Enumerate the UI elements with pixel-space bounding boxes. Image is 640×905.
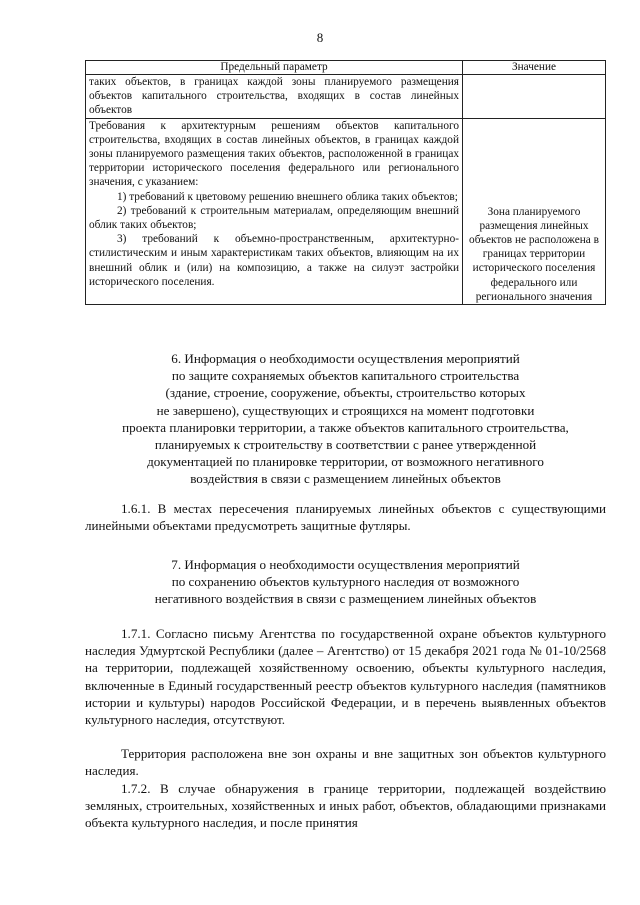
row1-param: таких объектов, в границах каждой зоны планируемого размещения объектов капитального строительства, входящих в состав линейных объектов [86,75,463,119]
table-row [86,75,606,119]
row1-value [463,75,606,119]
section-6-title-line: воздействия в связи с размещением линейных объектов [190,471,501,487]
row2-param [86,118,463,304]
header-value: Значение [463,61,606,75]
section-7-title-line: негативного воздействия в связи с размещением линейных объектов [154,591,537,607]
requirements-intro: Требования к архитектурным решениям объектов капитального строительства, входящих в состав линейных объектов, в границах каждой зоны планируемого размещения таких объектов, расположенной в границах территории исторического поселения федерального или регионального значения, с указанием: [89,119,459,189]
table-row [86,118,606,304]
paragraph-1-7-2: 1.7.2. В случае обнаружения в границе территории, подлежащей воздействию земляных, строительных, хозяйственных и иных работ, объектов, обладающими признаками объекта культурного наследия, и после принятия [85,781,606,831]
paragraph-1-7-1: 1.7.1. Согласно письму Агентства по государственной охране объектов культурного наследия Удмуртской Республики (далее – Агентство) от 15 декабря 2021 года № 01-10/2568 на территории, подлежащей хозяйственному освоению, объекты культурного наследия, включенные в Единый государственный реестр объектов культурного наследия (памятников истории и культуры) народов Российской Федерации, и в перечень выявленных объектов культурного наследия, отсутствуют. [85,626,606,728]
section-7-title-line: по сохранению объектов культурного наследия от возможного [171,574,520,590]
requirement-item-2: 2) требований к строительным материалам, определяющим внешний облик таких объектов; [89,204,459,232]
section-6-title-line: документацией по планировке территории, от возможного негативного [147,454,544,470]
section-6-title-line: по защите сохраняемых объектов капитального строительства [171,368,520,384]
section-6-title-line: не завершено), существующих и строящихся на момент подготовки [156,402,535,418]
section-6-title-line: (здание, строение, сооружение, объекты, строительство которых [165,385,526,401]
section-6-title-line: планируемых к строительству в соответствии с ранее утвержденной [154,437,537,453]
section-7-title [85,556,606,608]
parameters-table [85,60,606,305]
paragraph-1-6-1: 1.6.1. В местах пересечения планируемых линейных объектов с существующими линейными объектами предусмотреть защитные футляры. [85,501,606,534]
page-number: 8 [316,30,324,45]
header-param: Предельный параметр [86,61,463,75]
requirement-item-3: 3) требований к объемно-пространственным, архитектурно-стилистическим и иным характеристикам таких объектов, влияющим на их внешний облик и (или) на композицию, а также на силуэт застройки исторического поселения. [89,233,459,288]
section-6-title [85,350,606,488]
row2-value [463,118,606,304]
section-6-title-line: 6. Информация о необходимости осуществления мероприятий [171,351,520,366]
table-header-row [86,61,606,75]
section-6-title-line: проекта планировки территории, а также объектов капитального строительства, [122,419,569,435]
section-7-title-line: 7. Информация о необходимости осуществления мероприятий [171,557,520,572]
requirement-item-1: 1) требований к цветовому решению внешнего облика таких объектов; [117,190,458,203]
row2-value-text: Зона планируемого размещения линейных объектов не расположена в границах территории исторического поселения федерального или регионального значения [469,205,599,303]
paragraph-territory: Территория расположена вне зон охраны и вне защитных зон объектов культурного наследия. [85,746,606,779]
